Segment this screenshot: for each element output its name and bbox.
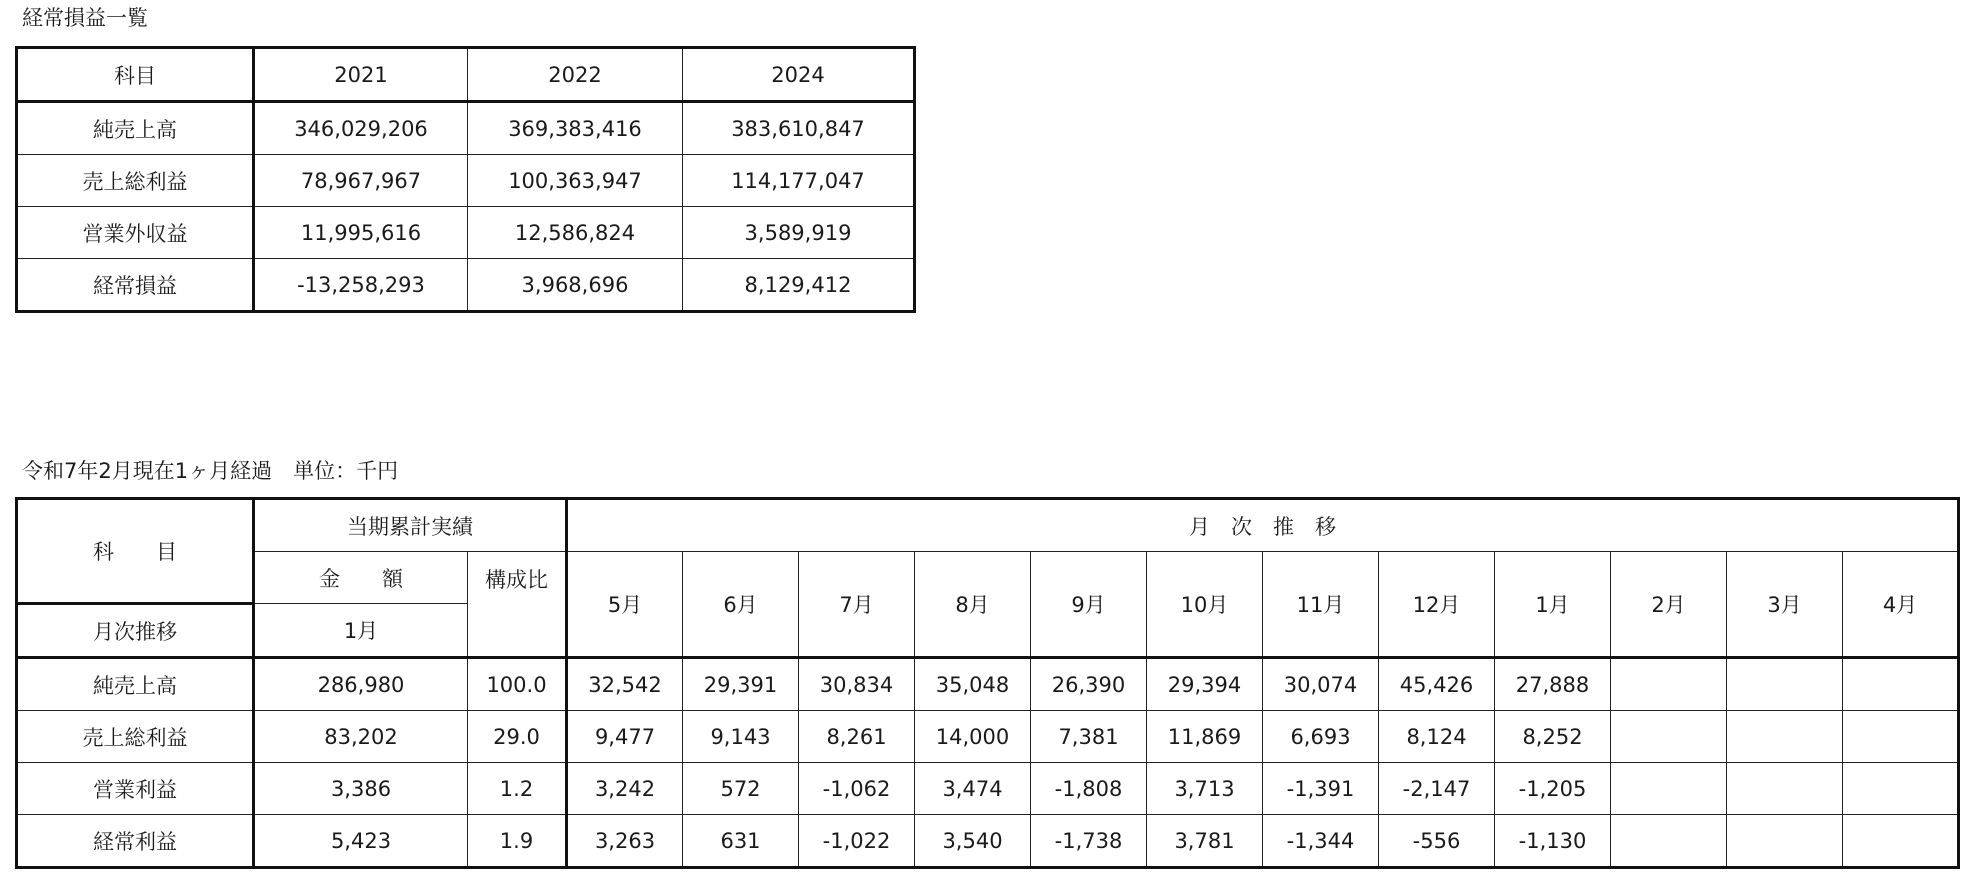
monthly-cell: 45,426	[1379, 658, 1495, 711]
header-month: 9月	[1031, 552, 1147, 658]
monthly-cell	[1611, 815, 1727, 868]
table-cell: 12,586,824	[468, 207, 683, 259]
monthly-cell: 7,381	[1031, 711, 1147, 763]
table2-header-row-2	[17, 552, 1959, 604]
header-year-2022: 2022	[468, 48, 683, 102]
monthly-cell: 3,781	[1147, 815, 1263, 868]
monthly-cell	[1611, 658, 1727, 711]
monthly-cell	[1727, 658, 1843, 711]
monthly-cell: -1,808	[1031, 763, 1147, 815]
table-row	[17, 711, 1959, 763]
header-subject: 科目	[17, 48, 254, 102]
header-year-2024: 2024	[683, 48, 915, 102]
ratio-cell: 100.0	[468, 658, 567, 711]
row-label: 営業利益	[17, 763, 254, 815]
monthly-cell	[1611, 763, 1727, 815]
monthly-cell: 8,124	[1379, 711, 1495, 763]
monthly-cell: 26,390	[1031, 658, 1147, 711]
monthly-cell: 3,263	[567, 815, 683, 868]
table-row	[17, 815, 1959, 868]
header-subject: 科 目	[17, 499, 254, 604]
monthly-cell: 8,252	[1495, 711, 1611, 763]
monthly-cell: -1,391	[1263, 763, 1379, 815]
table-cell: 369,383,416	[468, 102, 683, 155]
monthly-cell: 9,143	[683, 711, 799, 763]
row-label: 売上総利益	[17, 711, 254, 763]
header-month: 8月	[915, 552, 1031, 658]
header-month: 12月	[1379, 552, 1495, 658]
amount-cell: 3,386	[254, 763, 468, 815]
table-row	[17, 763, 1959, 815]
header-month: 10月	[1147, 552, 1263, 658]
header-month: 5月	[567, 552, 683, 658]
table-cell: 3,968,696	[468, 259, 683, 312]
monthly-cell: 572	[683, 763, 799, 815]
ordinary-profit-summary-table	[15, 46, 916, 313]
monthly-cell: 30,834	[799, 658, 915, 711]
amount-cell: 83,202	[254, 711, 468, 763]
table-cell: 100,363,947	[468, 155, 683, 207]
monthly-cell: 631	[683, 815, 799, 868]
monthly-cell: 9,477	[567, 711, 683, 763]
monthly-cell	[1611, 711, 1727, 763]
table1-caption: 経常損益一覧	[22, 6, 148, 30]
table-cell: 114,177,047	[683, 155, 915, 207]
monthly-cell	[1727, 763, 1843, 815]
monthly-cell: 14,000	[915, 711, 1031, 763]
monthly-cell: 11,869	[1147, 711, 1263, 763]
table-cell: 383,610,847	[683, 102, 915, 155]
row-label: 経常損益	[17, 259, 254, 312]
monthly-cell	[1843, 658, 1959, 711]
table-cell: -13,258,293	[254, 259, 468, 312]
header-ratio: 構成比	[468, 552, 567, 658]
header-month: 2月	[1611, 552, 1727, 658]
period-label: 1月	[254, 604, 468, 658]
monthly-cell: 3,242	[567, 763, 683, 815]
ratio-cell: 1.9	[468, 815, 567, 868]
table-row	[17, 155, 915, 207]
table-row	[17, 207, 915, 259]
table-cell: 346,029,206	[254, 102, 468, 155]
header-cumulative-results: 当期累計実績	[254, 499, 567, 552]
monthly-cell: 35,048	[915, 658, 1031, 711]
monthly-trend-label: 月次推移	[17, 604, 254, 658]
monthly-cell: -1,738	[1031, 815, 1147, 868]
monthly-cell: 32,542	[567, 658, 683, 711]
table-row	[17, 658, 1959, 711]
monthly-cell: 27,888	[1495, 658, 1611, 711]
header-month: 1月	[1495, 552, 1611, 658]
monthly-cell	[1843, 711, 1959, 763]
monthly-cell: 3,713	[1147, 763, 1263, 815]
monthly-cell: 3,540	[915, 815, 1031, 868]
monthly-cell: 30,074	[1263, 658, 1379, 711]
monthly-cell: -1,344	[1263, 815, 1379, 868]
header-month: 7月	[799, 552, 915, 658]
monthly-trend-table	[15, 497, 1960, 869]
table-cell: 8,129,412	[683, 259, 915, 312]
header-month: 6月	[683, 552, 799, 658]
row-label: 売上総利益	[17, 155, 254, 207]
table-cell: 78,967,967	[254, 155, 468, 207]
monthly-cell: -2,147	[1379, 763, 1495, 815]
monthly-cell: 29,394	[1147, 658, 1263, 711]
monthly-cell: 8,261	[799, 711, 915, 763]
amount-cell: 286,980	[254, 658, 468, 711]
monthly-cell	[1727, 815, 1843, 868]
table-cell: 3,589,919	[683, 207, 915, 259]
header-month: 4月	[1843, 552, 1959, 658]
header-month: 3月	[1727, 552, 1843, 658]
header-monthly-trend: 月 次 推 移	[567, 499, 1959, 552]
monthly-cell	[1843, 763, 1959, 815]
table1-header-row	[17, 48, 915, 102]
row-label: 純売上高	[17, 102, 254, 155]
monthly-cell: -1,130	[1495, 815, 1611, 868]
monthly-cell: 3,474	[915, 763, 1031, 815]
ratio-cell: 1.2	[468, 763, 567, 815]
row-label: 純売上高	[17, 658, 254, 711]
table-row	[17, 102, 915, 155]
header-month: 11月	[1263, 552, 1379, 658]
monthly-cell: 29,391	[683, 658, 799, 711]
header-year-2021: 2021	[254, 48, 468, 102]
table2-caption: 令和7年2月現在1ヶ月経過 単位：千円	[22, 459, 399, 483]
row-label: 経常利益	[17, 815, 254, 868]
monthly-cell: 6,693	[1263, 711, 1379, 763]
monthly-cell	[1843, 815, 1959, 868]
monthly-cell: -1,062	[799, 763, 915, 815]
monthly-cell: -1,205	[1495, 763, 1611, 815]
table-cell: 11,995,616	[254, 207, 468, 259]
header-amount: 金 額	[254, 552, 468, 604]
amount-cell: 5,423	[254, 815, 468, 868]
table-row	[17, 259, 915, 312]
monthly-cell: -1,022	[799, 815, 915, 868]
monthly-cell	[1727, 711, 1843, 763]
row-label: 営業外収益	[17, 207, 254, 259]
ratio-cell: 29.0	[468, 711, 567, 763]
monthly-cell: -556	[1379, 815, 1495, 868]
table2-header-row-1	[17, 499, 1959, 552]
